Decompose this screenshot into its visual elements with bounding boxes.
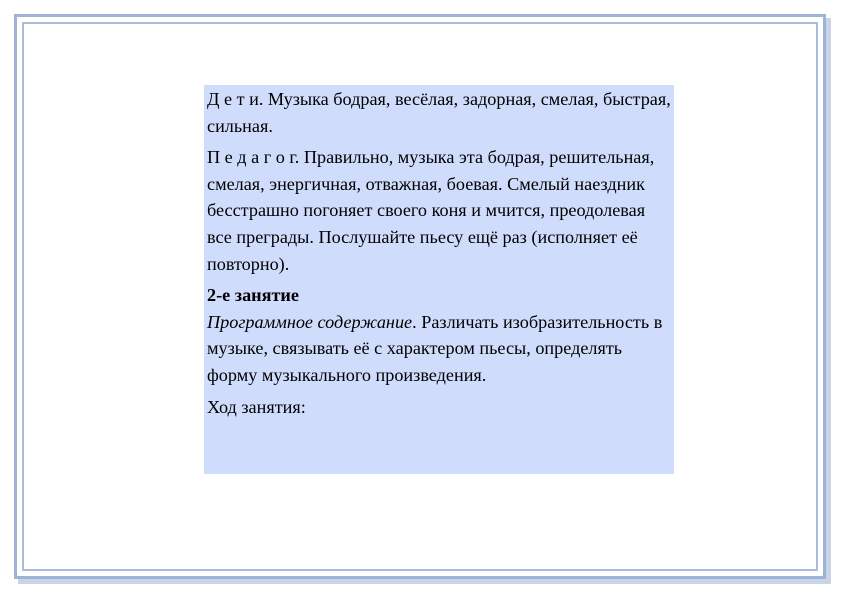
paragraph-lesson-course xyxy=(207,394,671,421)
lesson-course-text: Ход занятия: xyxy=(207,396,306,417)
frame-shadow xyxy=(18,579,831,584)
session-heading: 2-е занятие xyxy=(207,285,299,306)
children-reply-text: . Музыка бодрая, весёлая, задорная, смелая, быстрая, сильная. xyxy=(207,89,671,136)
paragraph-children-reply xyxy=(207,86,671,139)
program-content-text: . Различать изобразительность в музыке, связывать её с характером пьесы, определять форму музыкального произведения. xyxy=(207,311,663,385)
frame-shadow xyxy=(826,18,831,582)
paragraph-teacher-reply xyxy=(207,144,671,277)
text-box xyxy=(204,85,674,474)
paragraph-session-block xyxy=(207,282,671,388)
speaker-children: Д е т и xyxy=(207,89,259,109)
teacher-reply-text: . Правильно, музыка эта бодрая, решительная, смелая, энергичная, отважная, боевая. Смелый наездник бесстрашно погоняет своего коня и мчится, преодолевая все преграды. Послушайте пьесу ещё раз (исполняет её повторно). xyxy=(207,147,655,274)
speaker-teacher: П е д а г о г xyxy=(207,147,295,168)
program-content-label: Программное содержание xyxy=(207,311,413,332)
